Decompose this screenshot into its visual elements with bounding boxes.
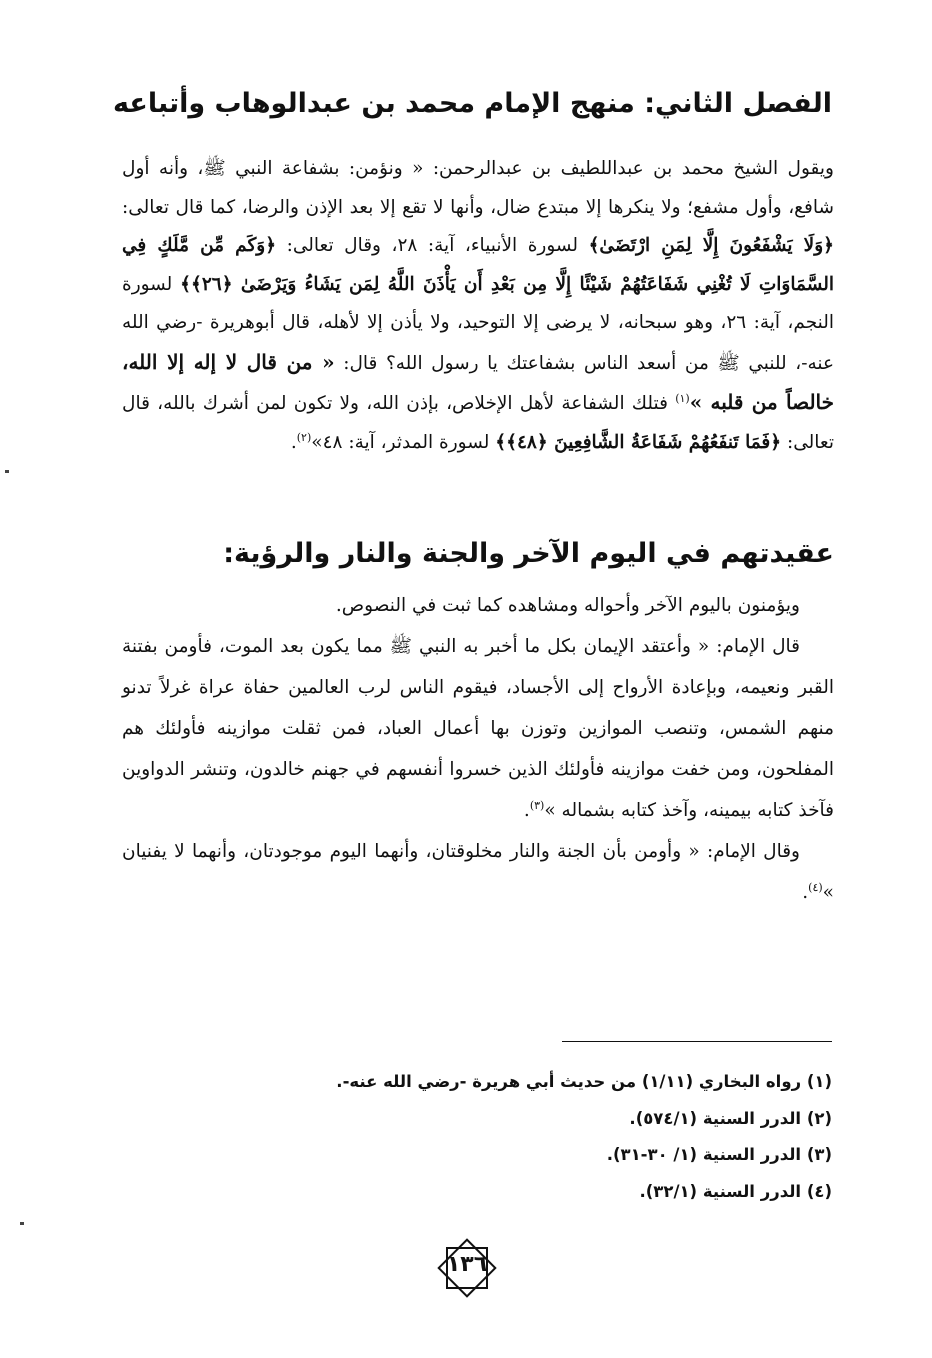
footnote-ref-3: (٣) (529, 798, 545, 812)
intro-text-end: . (290, 431, 297, 453)
margin-mark (20, 1222, 24, 1225)
running-header (113, 78, 832, 128)
footnote-ref-4: (٤) (808, 880, 823, 894)
section-paragraph-2-end: . (523, 800, 530, 821)
quran-verse-2: ﴿وَكَم مِّن مَّلَكٍ فِي السَّمَاوَاتِ لَا تُغْنِي شَفَاعَتُهُمْ شَيْئًا إِلَّا مِن بَعْدِ أَن يَأْذَنَ اللَّهُ لِمَن يَشَاءُ وَيَرْضَىٰ ﴿٢٦﴾﴾ (122, 235, 834, 295)
quran-verse-1: ﴿وَلَا يَشْفَعُونَ إِلَّا لِمَنِ ارْتَضَىٰ﴾ (588, 235, 835, 256)
intro-text-e: لسورة المدثر، آية: ٤٨» (311, 431, 496, 453)
intro-text-d: فتلك الشفاعة لأهل الإخلاص، بإذن الله، ولا تكون لمن أشرك بالله، قال تعالى: (122, 393, 834, 453)
footnote-rule (562, 1041, 832, 1042)
section-body (122, 585, 834, 913)
page-number-badge (435, 1236, 499, 1300)
intro-text-c: لسورة النجم، آية: ٢٦، وهو سبحانه، لا يرضى إلا التوحيد، ولا يأذن إلا لأهله، قال أبوهريرة -رضي الله عنه-، للنبي ﷺ من أسعد الناس بشفاعتك يا رسول الله؟ قال: (122, 273, 835, 374)
footnote-2: (٢) الدرر السنية (٥٧٤/١). (629, 1108, 832, 1128)
intro-paragraph (122, 150, 834, 462)
section-heading: عقيدتهم في اليوم الآخر والجنة والنار والرؤية: (223, 538, 834, 569)
footnote-3: (٣) الدرر السنية (١/ ٣٠-٣١). (606, 1145, 832, 1164)
section-paragraph-1: ويؤمنون باليوم الآخر وأحواله ومشاهده كما ثبت في النصوص. (335, 595, 800, 616)
section-paragraph-2 (122, 626, 834, 831)
margin-mark (5, 470, 9, 473)
section-paragraph-3-text: وقال الإمام: « وأومن بأن الجنة والنار مخلوقتان، وأنهما اليوم موجودتان، وأنهما لا يفنيان » (122, 841, 834, 903)
section-paragraph-2-text: قال الإمام: « وأعتقد الإيمان بكل ما أخبر به النبي ﷺ مما يكون بعد الموت، فأومن بفتنة القبر ونعيمه، وبإعادة الأرواح إلى الأجساد، فيقوم الناس لرب العالمين حفاة عراة غرلاً تدنو منهم الشمس، وتنصب الموازين وتوزن بها أعمال العباد، فمن ثقلت موازينه فأولئك هم المفلحون، ومن خفت موازينه فأولئك الذين خسروا أنفسهم في جهنم خالدون، وتنشر الدواوين فآخذ كتابه بيمينه، وآخذ كتابه بشماله » (122, 636, 834, 821)
section-paragraph-3-end: . (802, 882, 809, 903)
footnotes (300, 1064, 832, 1210)
quran-verse-3: ﴿فَمَا تَنفَعُهُمْ شَفَاعَةُ الشَّافِعِينَ ﴿٤٨﴾﴾ (495, 431, 782, 453)
intro-text-a: ويقول الشيخ محمد بن عبداللطيف بن عبدالرحمن: « ونؤمن: بشفاعة النبي ﷺ، وأنه أول شافع، وأول مشفع؛ ولا ينكرها إلا مبتدع ضال، وأنها لا تقع إلا بعد الإذن والرضا، كما قال تعالى: (122, 158, 834, 218)
footnote-4: (٤) الدرر السنية (٣٢/١). (639, 1181, 832, 1201)
footnote-1: (١) رواه البخاري (١/١١) من حديث أبي هريرة -رضي الله عنه-. (336, 1072, 832, 1091)
section-paragraph-3 (122, 831, 834, 913)
page-number: ١٣٦ (446, 1252, 488, 1277)
footnote-ref-1: (١) (675, 391, 690, 405)
intro-text-b: لسورة الأنبياء، آية: ٢٨، وقال تعالى: (276, 235, 589, 256)
footnote-ref-2: (٢) (296, 430, 312, 444)
hadith-text: « من قال لا إله إلا الله، خالصاً من قلبه » (122, 349, 834, 414)
header-title: الفصل الثاني: منهج الإمام محمد بن عبدالوهاب وأتباعه (113, 87, 832, 119)
